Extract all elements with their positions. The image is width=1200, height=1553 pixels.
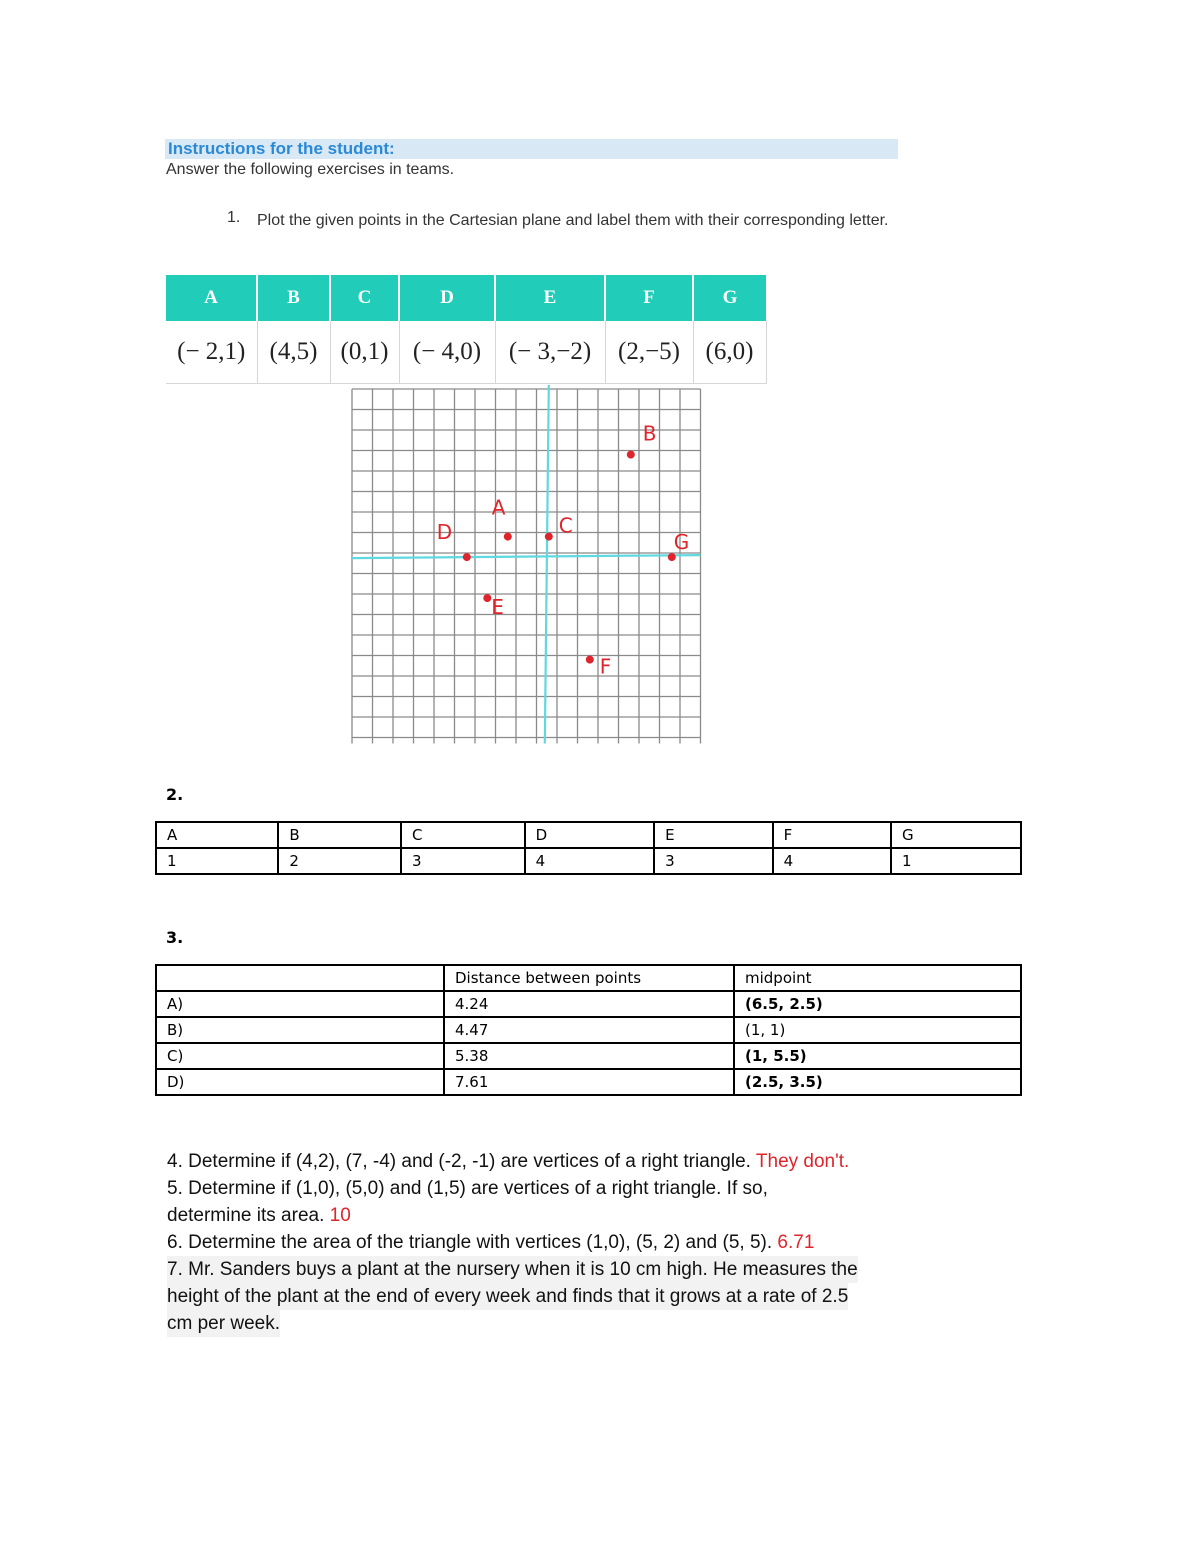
points-header-cell: B	[257, 275, 330, 321]
q3-header-row	[156, 965, 1021, 991]
q5-text: determine its area.	[167, 1205, 330, 1226]
instructions-title: Instructions for the student:	[168, 139, 395, 158]
points-header-cell: D	[399, 275, 495, 321]
q2-value-cell: 3	[654, 848, 772, 874]
q4-line	[167, 1148, 849, 1175]
q3-midpoint: (1, 5.5)	[734, 1043, 1021, 1069]
q2-header-cell: B	[278, 822, 401, 848]
points-value-cell: (− 4,0)	[399, 321, 495, 384]
q3-midpoint: (2.5, 3.5)	[734, 1069, 1021, 1095]
q5-answer: 10	[329, 1205, 351, 1226]
q2-value-cell: 1	[156, 848, 278, 874]
q3-number: 3.	[166, 928, 184, 947]
q3-distance: 4.24	[444, 991, 734, 1017]
q3-row	[156, 991, 1021, 1017]
q3-header-cell	[156, 965, 444, 991]
q3-row-label: C)	[156, 1043, 444, 1069]
y-axis	[545, 385, 549, 744]
q2-header-row	[156, 822, 1021, 848]
q3-header-cell: Distance between points	[444, 965, 734, 991]
point-marker	[627, 451, 635, 459]
q4-text: 4. Determine if (4,2), (7, -4) and (-2, -1) are vertices of a right triangle.	[167, 1151, 756, 1172]
point-marker	[586, 656, 594, 664]
q2-value-cell: 3	[401, 848, 525, 874]
q2-value-cell: 4	[773, 848, 891, 874]
q7-line2: height of the plant at the end of every week and finds that it grows at a rate of 2.5	[167, 1283, 848, 1310]
q3-row-label: D)	[156, 1069, 444, 1095]
points-header-cell: C	[330, 275, 399, 321]
q2-header-cell: A	[156, 822, 278, 848]
points-header-cell: A	[166, 275, 257, 321]
q7-line1: 7. Mr. Sanders buys a plant at the nursery when it is 10 cm high. He measures the	[167, 1256, 858, 1283]
q2-value-cell: 1	[891, 848, 1021, 874]
point-label: D	[436, 520, 453, 545]
points-value-cell: (− 3,−2)	[495, 321, 605, 384]
q2-value-cell: 4	[525, 848, 655, 874]
point-label: F	[599, 654, 612, 679]
q2-table	[155, 821, 1022, 875]
cartesian-plane	[340, 383, 720, 753]
q3-distance: 7.61	[444, 1069, 734, 1095]
points-value-cell: (0,1)	[330, 321, 399, 384]
q3-row	[156, 1017, 1021, 1043]
q6-text: 6. Determine the area of the triangle with vertices (1,0), (5, 2) and (5, 5).	[167, 1232, 778, 1253]
points-value-row	[166, 321, 766, 384]
q3-row	[156, 1069, 1021, 1095]
q2-value-row	[156, 848, 1021, 874]
point-marker	[668, 553, 676, 561]
points-value-cell: (6,0)	[693, 321, 766, 384]
q3-row-label: A)	[156, 991, 444, 1017]
points-header-cell: E	[495, 275, 605, 321]
point-label: G	[673, 530, 690, 555]
x-axis	[352, 555, 701, 558]
q1-number: 1.	[227, 209, 241, 226]
q3-midpoint: (6.5, 2.5)	[734, 991, 1021, 1017]
q2-header-cell: E	[654, 822, 772, 848]
points-header-cell: G	[693, 275, 766, 321]
point-label: A	[491, 495, 506, 520]
q3-row-label: B)	[156, 1017, 444, 1043]
q5-line2	[167, 1202, 351, 1229]
q3-table	[155, 964, 1022, 1096]
point-marker	[504, 533, 512, 541]
q2-header-cell: F	[773, 822, 891, 848]
instructions-subtitle: Answer the following exercises in teams.	[166, 161, 455, 178]
point-label: B	[642, 421, 657, 446]
points-header-row	[166, 275, 766, 321]
q3-distance: 5.38	[444, 1043, 734, 1069]
point-marker	[483, 594, 491, 602]
points-table	[166, 275, 767, 384]
q4-answer: They don't.	[755, 1151, 850, 1172]
q2-header-cell: G	[891, 822, 1021, 848]
q2-number: 2.	[166, 785, 184, 804]
q6-answer: 6.71	[777, 1232, 815, 1253]
q2-header-cell: C	[401, 822, 525, 848]
q1-text: Plot the given points in the Cartesian plane and label them with their corresponding letter.	[257, 212, 889, 229]
point-marker	[463, 553, 471, 561]
q2-header-cell: D	[525, 822, 655, 848]
q2-value-cell: 2	[278, 848, 401, 874]
q3-midpoint: (1, 1)	[734, 1017, 1021, 1043]
point-label: E	[491, 595, 504, 620]
q3-header-cell: midpoint	[734, 965, 1021, 991]
points-value-cell: (2,−5)	[605, 321, 693, 384]
q6-line	[167, 1229, 814, 1256]
q7-line3: cm per week.	[167, 1310, 280, 1337]
point-label: C	[558, 513, 573, 538]
points-value-cell: (− 2,1)	[166, 321, 257, 384]
points-value-cell: (4,5)	[257, 321, 330, 384]
q3-row	[156, 1043, 1021, 1069]
q5-line1: 5. Determine if (1,0), (5,0) and (1,5) are vertices of a right triangle. If so,	[167, 1178, 768, 1199]
q3-distance: 4.47	[444, 1017, 734, 1043]
points-header-cell: F	[605, 275, 693, 321]
point-marker	[545, 533, 553, 541]
